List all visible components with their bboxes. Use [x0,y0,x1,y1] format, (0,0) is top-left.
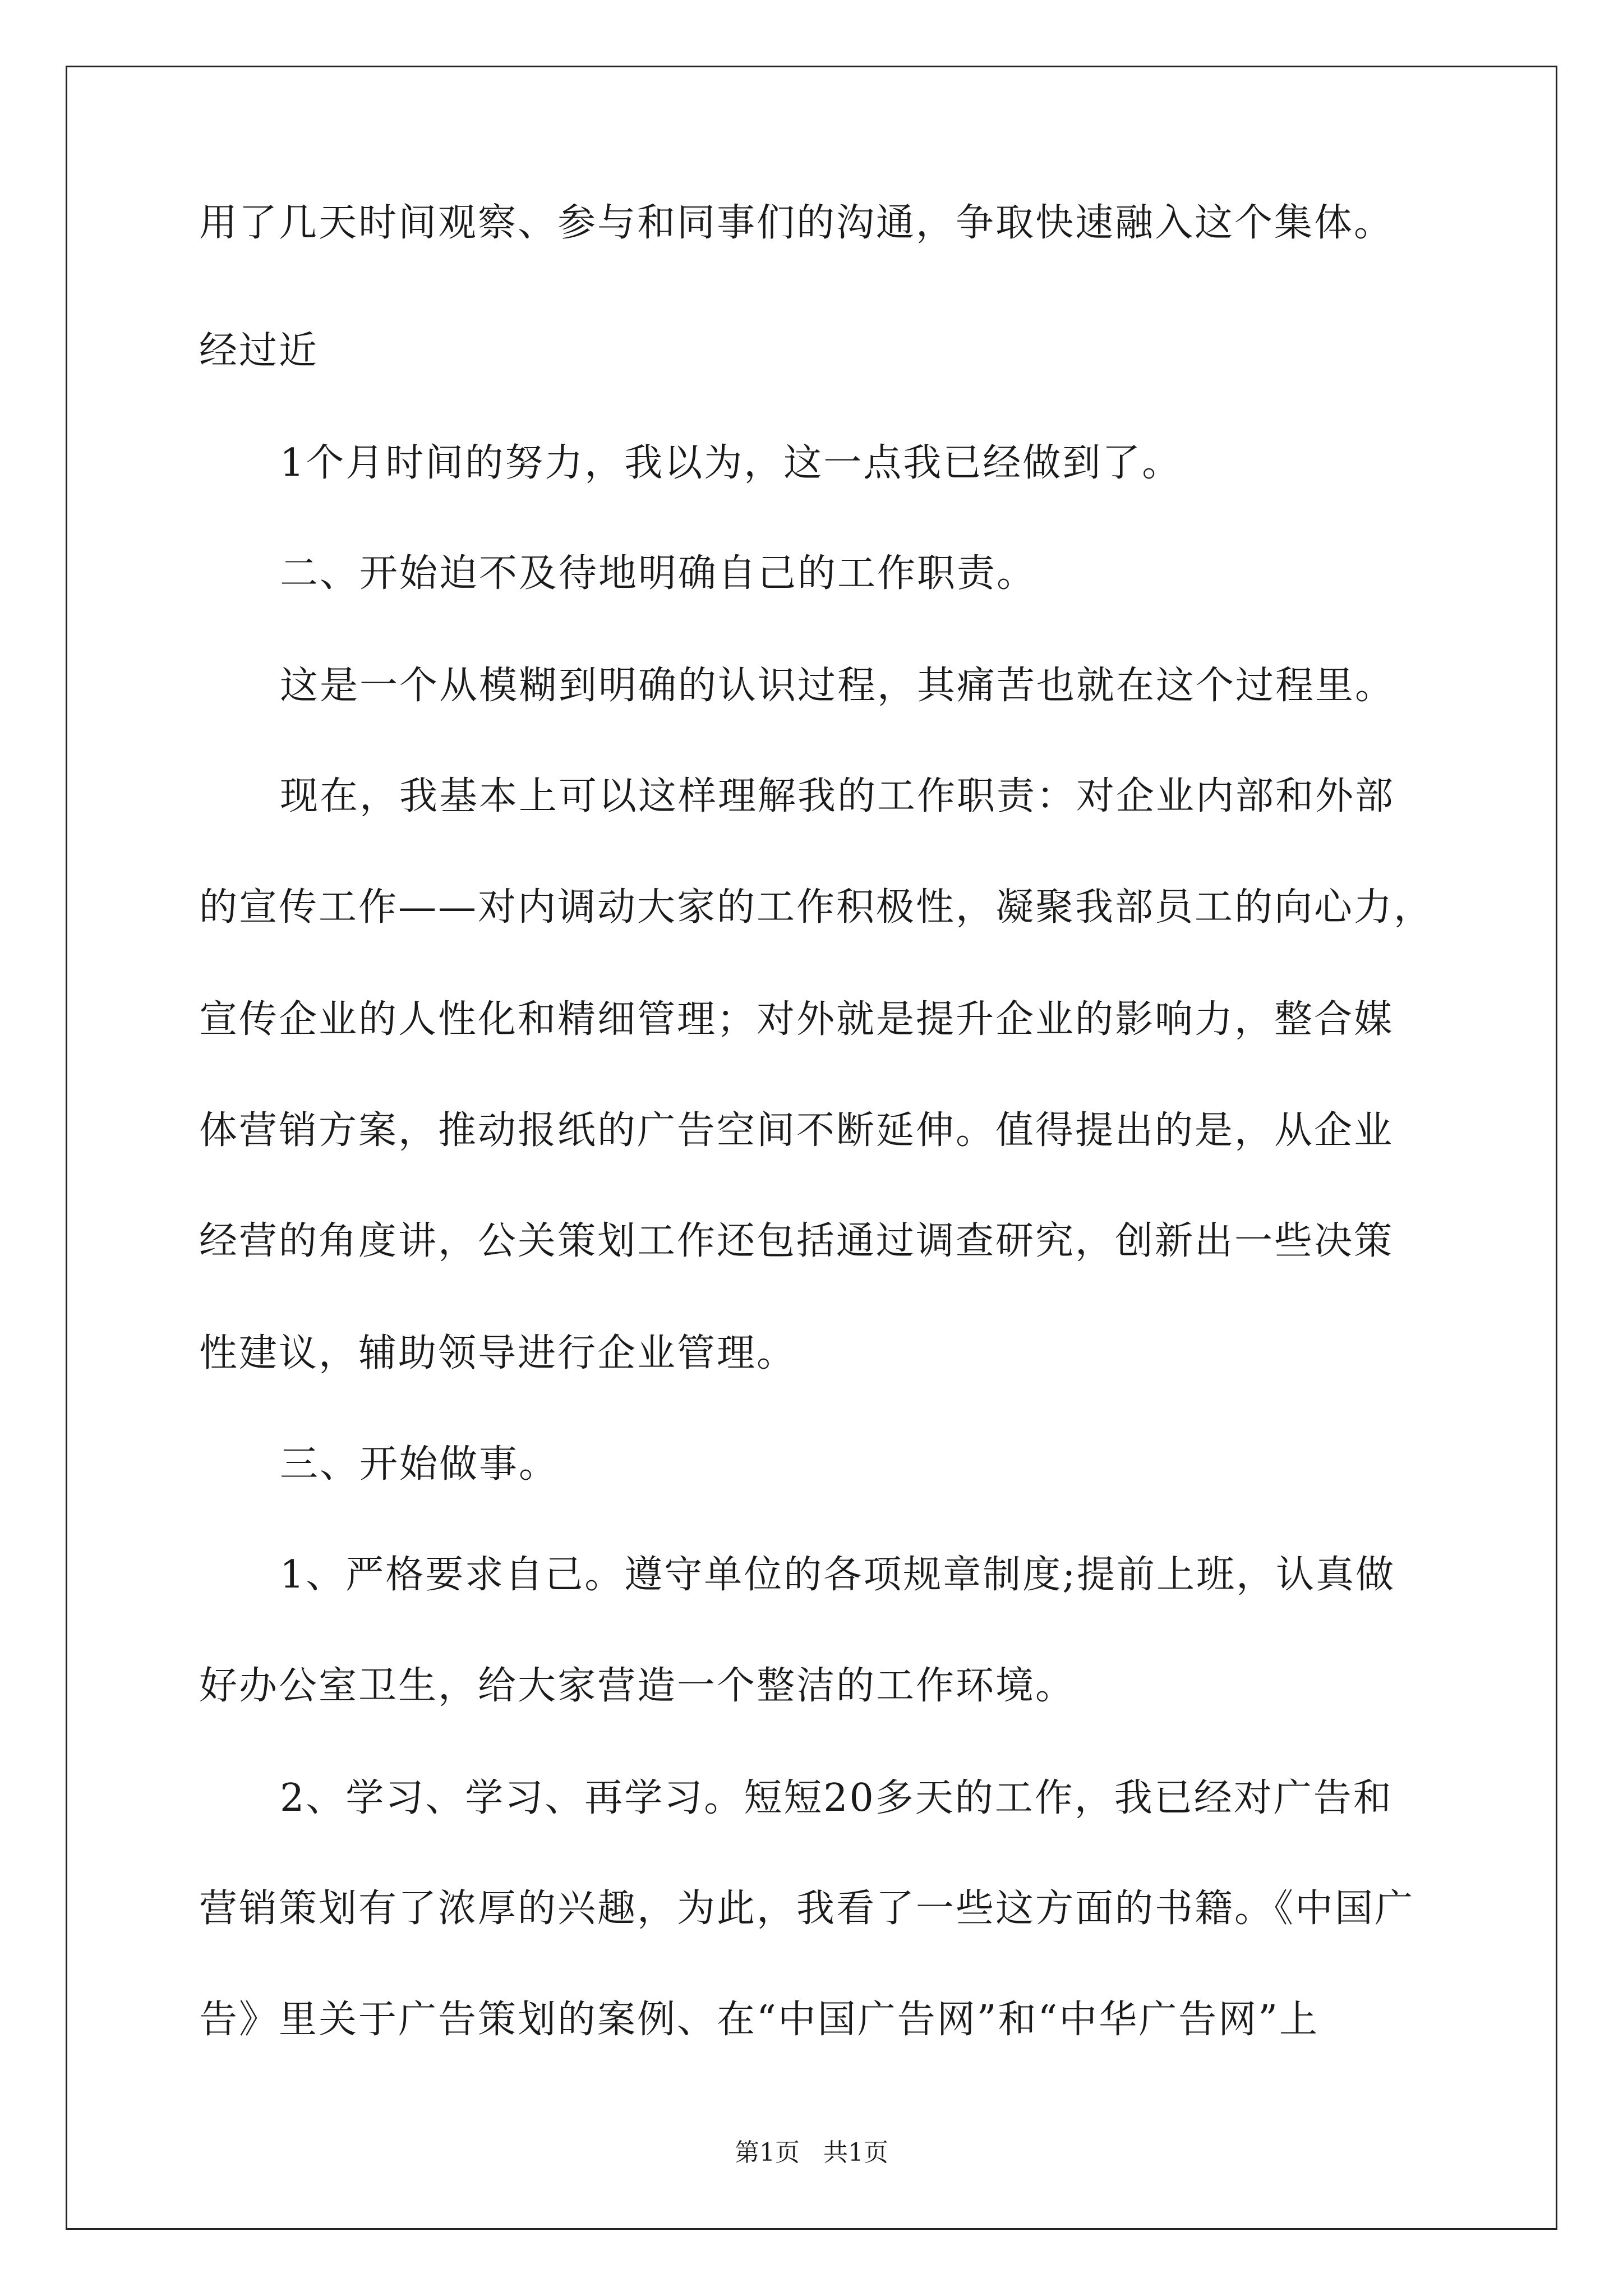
text-line: 用了几天时间观察、参与和同事们的沟通，争取快速融入这个集体。 [199,201,1394,245]
section-heading: 三、开始做事。 [280,1442,559,1487]
section-heading: 二、开始迫不及待地明确自己的工作职责。 [280,551,1037,596]
text-line: 2、学习、学习、再学习。短短20多天的工作，我已经对广告和 [280,1776,1393,1820]
text-line: 1、严格要求自己。遵守单位的各项规章制度;提前上班，认真做 [280,1553,1396,1597]
text-line: 营销策划有了浓厚的兴趣，为此，我看了一些这方面的书籍。《中国广 [199,1887,1415,1931]
text-line: 告》里关于广告策划的案例、在“中国广告网”和“中华广告网”上 [199,1998,1320,2042]
text-line: 1个月时间的努力，我以为，这一点我已经做到了。 [280,441,1182,485]
text-line: 宣传企业的人性化和精细管理；对外就是提升企业的影响力，整合媒 [199,997,1394,1042]
text-line: 体营销方案，推动报纸的广告空间不断延伸。值得提出的是，从企业 [199,1108,1394,1153]
text-line: 好办公室卫生，给大家营造一个整洁的工作环境。 [199,1664,1076,1708]
text-line: 现在，我基本上可以这样理解我的工作职责：对企业内部和外部 [280,774,1395,818]
text-line: 这是一个从模糊到明确的认识过程，其痛苦也就在这个过程里。 [280,664,1395,708]
text-line: 的宣传工作——对内调动大家的工作积极性，凝聚我部员工的向心力， [199,885,1434,930]
text-line: 性建议，辅助领导进行企业管理。 [199,1331,797,1375]
text-line: 经过近 [199,329,319,373]
text-line: 经营的角度讲，公关策划工作还包括通过调查研究，创新出一些决策 [199,1219,1394,1263]
page-number-footer: 第1页 共1页 [735,2138,888,2167]
